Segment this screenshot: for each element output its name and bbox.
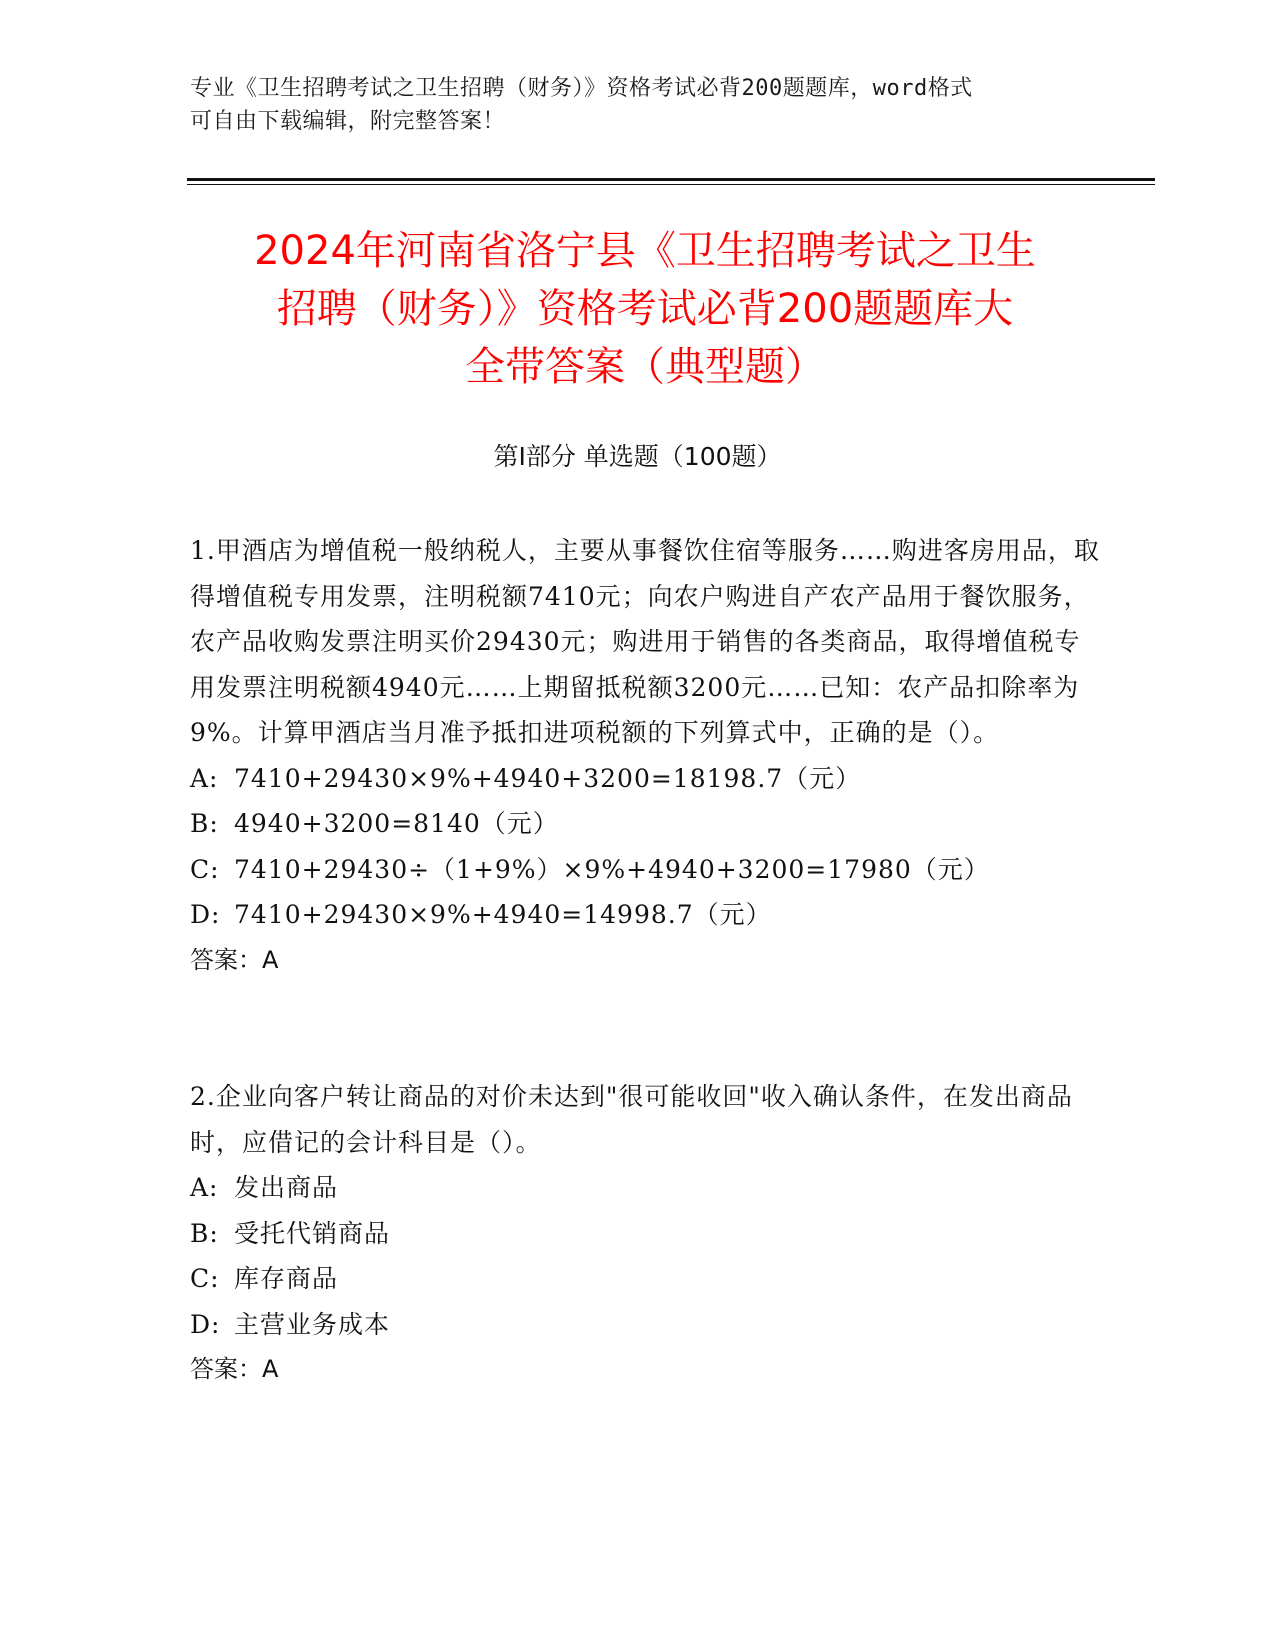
option-c[interactable] <box>190 1256 1100 1302</box>
title-line-3: 全带答案（典型题） <box>465 344 825 390</box>
intro-line-2: 可自由下载编辑，附完整答案！ <box>190 109 506 134</box>
intro-note <box>190 72 1060 138</box>
option-d[interactable] <box>190 1302 1100 1348</box>
header-divider-thin <box>187 184 1155 185</box>
option-a[interactable] <box>190 756 1100 802</box>
option-label: A: <box>190 763 219 793</box>
intro-line-1: 专业《卫生招聘考试之卫生招聘（财务）》资格考试必背200题题库，word格式 <box>190 76 973 101</box>
option-text: 4940+3200=8140（元） <box>234 809 559 838</box>
title-line-1: 2024年河南省洛宁县《卫生招聘考试之卫生 <box>254 228 1036 274</box>
option-b[interactable] <box>190 801 1100 847</box>
question-text: 2.企业向客户转让商品的对价未达到"很可能收回"收入确认条件，在发出商品时，应借记的会计科目是（）。 <box>190 1082 1073 1157</box>
option-text: 7410+29430×9%+4940+3200=18198.7（元） <box>234 763 862 793</box>
question-2 <box>190 1074 1100 1393</box>
answer-line: 答案：A <box>190 945 279 974</box>
option-a[interactable] <box>190 1165 1100 1211</box>
option-text: 发出商品 <box>234 1173 339 1202</box>
option-label: A: <box>190 1173 219 1202</box>
title-line-2: 招聘（财务）》资格考试必背200题题库大 <box>276 286 1014 332</box>
section-heading: 第I部分 单选题（100题） <box>493 442 782 471</box>
option-text: 受托代销商品 <box>234 1218 391 1248</box>
option-label: D: <box>190 1309 221 1339</box>
option-text: 库存商品 <box>234 1264 339 1293</box>
option-label: C: <box>190 854 220 884</box>
option-b[interactable] <box>190 1211 1100 1257</box>
option-text: 主营业务成本 <box>234 1309 391 1339</box>
document-title <box>150 222 1140 396</box>
option-text: 7410+29430×9%+4940=14998.7（元） <box>234 900 772 929</box>
answer-line: 答案：A <box>190 1355 279 1383</box>
question-1 <box>190 528 1100 983</box>
option-text: 7410+29430÷（1+9%）×9%+4940+3200=17980（元） <box>234 854 990 884</box>
option-label: C: <box>190 1264 220 1293</box>
option-label: D: <box>190 900 221 929</box>
header-divider-thick <box>187 178 1155 181</box>
option-d[interactable] <box>190 892 1100 938</box>
option-label: B: <box>190 809 219 838</box>
option-c[interactable] <box>190 847 1100 893</box>
option-label: B: <box>190 1218 219 1248</box>
question-text: 1.甲酒店为增值税一般纳税人，主要从事餐饮住宿等服务……购进客房用品，取得增值税专用发票，注明税额7410元；向农户购进自产农产品用于餐饮服务，农产品收购发票注明买价29430元；购进用于销售的各类商品，取得增值税专用发票注明税额4940元……上期留抵税额3200元……已知：农产品扣除率为9%。计算甲酒店当月准予抵扣进项税额的下列算式中，正确的是（）。 <box>190 536 1100 747</box>
